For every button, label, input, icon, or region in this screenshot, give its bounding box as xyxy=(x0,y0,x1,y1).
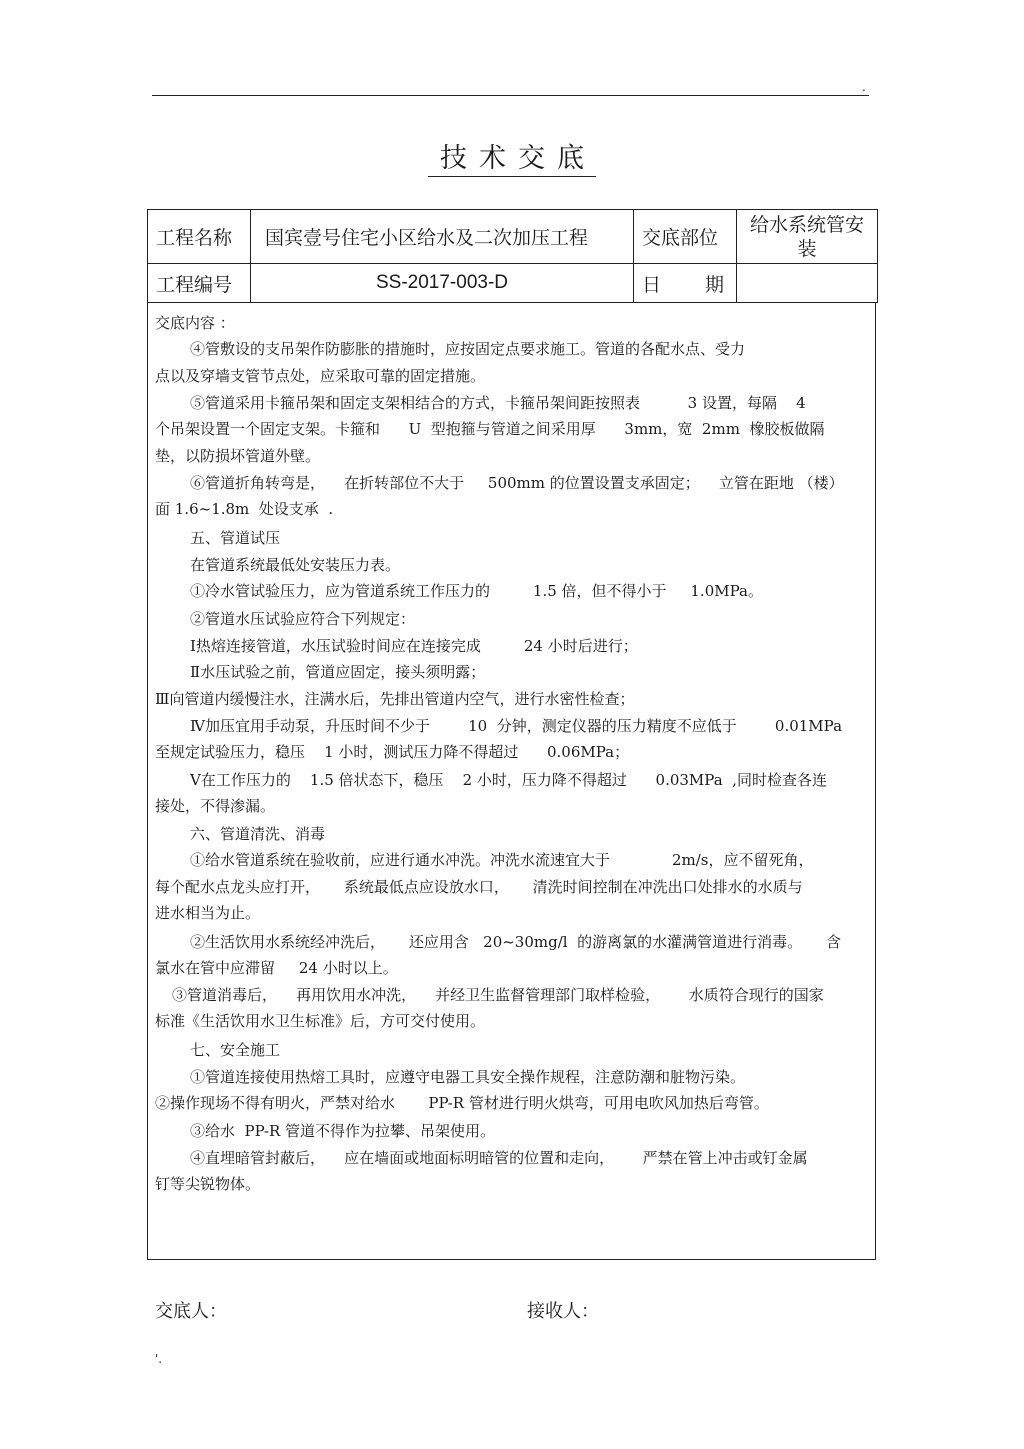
content-line: Ⅴ在工作压力的 1.5 倍状态下，稳压 2 小时，压力降不得超过 0.03MPa ,同时检查各连 xyxy=(190,771,827,789)
content-line: ①管道连接使用热熔工具时，应遵守电器工具安全操作规程，注意防潮和脏物污染。 xyxy=(190,1068,746,1086)
part-value: 给水系统管安装 xyxy=(737,210,878,264)
date-label: 日期 xyxy=(634,264,737,303)
content-line: 每个配水点龙头应打开， 系统最低点应设放水口， 清洗时间控制在冲洗出口处排水的水质与 xyxy=(155,878,803,896)
content-line: ③管道消毒后， 再用饮用水冲洗， 并经卫生监督管理部门取样检验， 水质符合现行的国家 xyxy=(172,986,824,1004)
content-line: Ⅲ向管道内缓慢注水，注满水后，先排出管道内空气，进行水密性检查； xyxy=(155,690,635,708)
content-line: Ⅱ水压试验之前，管道应固定，接头须明露； xyxy=(190,663,486,681)
content-line: ①冷水管试验压力，应为管道系统工作压力的 1.5 倍，但不得小于 1.0MPa。 xyxy=(190,582,763,600)
document-title-text: 技术交底 xyxy=(428,143,596,177)
corner-mark: . xyxy=(862,80,866,94)
project-name-label: 工程名称 xyxy=(148,210,251,264)
content-line: 在管道系统最低处安装压力表。 xyxy=(190,556,401,574)
content-line: ②生活饮用水系统经冲洗后， 还应用含 20~30mg/l 的游离氯的水灌满管道进行消毒。 含 xyxy=(190,933,841,951)
receiver-label: 接收人： xyxy=(527,1301,599,1322)
content-line: 氯水在管中应滞留 24 小时以上。 xyxy=(155,959,398,977)
header-rule xyxy=(152,95,869,96)
content-line: ④直埋暗管封蔽后， 应在墙面或地面标明暗管的位置和走向， 严禁在管上冲击或钉金属 xyxy=(190,1149,808,1167)
content-line: 交底内容 ： xyxy=(155,314,235,332)
project-name-value: 国宾壹号住宅小区给水及二次加压工程 xyxy=(251,210,634,264)
content-line: ③给水 PP-R 管道不得作为拉攀、吊架使用。 xyxy=(190,1122,496,1140)
content-line: 七、安全施工 xyxy=(190,1041,281,1059)
document-title xyxy=(0,136,1024,175)
content-line: ②管道水压试验应符合下列规定： xyxy=(190,610,416,628)
content-line: Ⅳ加压宜用手动泵，升压时间不少于 10 分钟，测定仪器的压力精度不应低于 0.01MPa xyxy=(190,717,843,735)
project-name-row xyxy=(148,210,878,264)
content-line: 至规定试验压力，稳压 1 小时，测试压力降不得超过 0.06MPa； xyxy=(155,743,630,761)
content-line: 个吊架设置一个固定支架。卡箍和 U 型抱箍与管道之间采用厚 3mm，宽 2mm 橡胶板做隔 xyxy=(155,420,825,438)
content-line: Ⅰ热熔连接管道，水压试验时间应在连接完成 24 小时后进行； xyxy=(190,637,638,655)
bottom-mark: '. xyxy=(155,1352,163,1366)
discloser-label: 交底人： xyxy=(155,1301,227,1322)
content-line: 面 1.6~1.8m 处设支承 . xyxy=(155,500,334,518)
content-line: 五、管道试压 xyxy=(190,529,281,547)
content-line: ④管敷设的支吊架作防膨胀的措施时，应按固定点要求施工。管道的各配水点、受力 xyxy=(190,340,746,358)
content-line: 标准《生活饮用水卫生标准》后，方可交付使用。 xyxy=(155,1012,486,1030)
part-label: 交底部位 xyxy=(634,210,737,264)
project-info-table xyxy=(147,209,878,303)
content-line: ②操作现场不得有明火，严禁对给水 PP-R 管材进行明火烘弯，可用电吹风加热后弯管。 xyxy=(155,1094,769,1112)
project-no-value: SS-2017-003-D xyxy=(251,264,634,303)
content-line: 六、管道清洗、消毒 xyxy=(190,825,326,843)
content-line: 垫，以防损坏管道外壁。 xyxy=(155,447,321,465)
content-line: 点以及穿墙支管节点处，应采取可靠的固定措施。 xyxy=(155,367,486,385)
content-line: 钉等尖锐物体。 xyxy=(155,1175,261,1193)
content-line: 接处，不得渗漏。 xyxy=(155,797,276,815)
content-line: ①给水管道系统在验收前，应进行通水冲洗。冲洗水流速宜大于 2m/s，应不留死角， xyxy=(190,851,814,869)
content-line: ⑤管道采用卡箍吊架和固定支架相结合的方式，卡箍吊架间距按照表 3 设置，每隔 4 xyxy=(190,394,806,412)
content-line: ⑥管道折角转弯是， 在折转部位不大于 500mm 的位置设置支承固定； 立管在距地 （楼） xyxy=(190,474,844,492)
project-no-label: 工程编号 xyxy=(148,264,251,303)
project-no-row xyxy=(148,264,878,303)
content-line: 进水相当为止。 xyxy=(155,904,261,922)
